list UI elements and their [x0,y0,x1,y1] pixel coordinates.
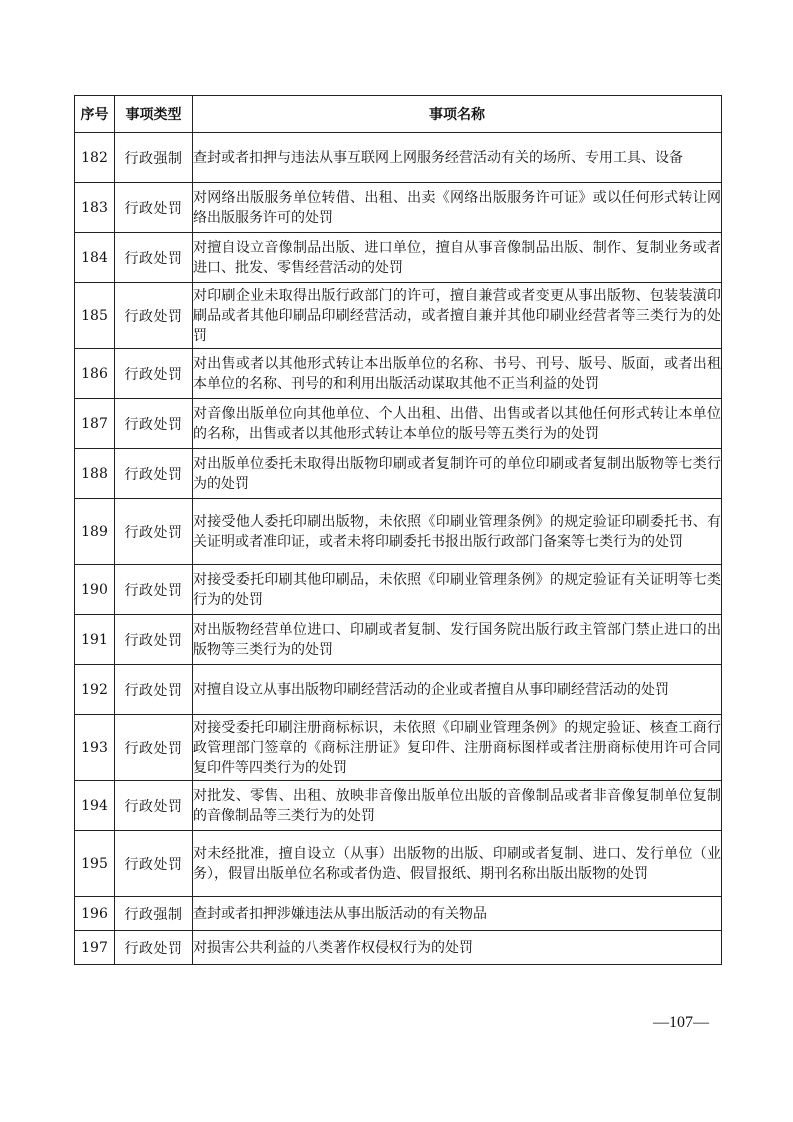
table-row [75,183,722,233]
item-number: 188 [75,449,115,499]
item-number: 184 [75,233,115,283]
item-name: 对接受委托印刷其他印刷品，未依照《印刷业管理条例》的规定验证有关证明等七类行为的处罚 [193,565,722,615]
item-number: 195 [75,831,115,897]
item-name: 查封或者扣押涉嫌违法从事出版活动的有关物品 [193,897,722,931]
item-name: 对损害公共利益的八类著作权侵权行为的处罚 [193,931,722,965]
item-type: 行政处罚 [115,931,193,965]
table-row [75,349,722,399]
item-name: 对出售或者以其他形式转让本出版单位的名称、书号、刊号、版号、版面，或者出租本单位的名称、刊号的和利用出版活动谋取其他不正当利益的处罚 [193,349,722,399]
table-header-row [75,96,722,133]
table-row [75,897,722,931]
item-type: 行政处罚 [115,615,193,665]
item-type: 行政处罚 [115,233,193,283]
item-type: 行政处罚 [115,183,193,233]
item-type: 行政处罚 [115,565,193,615]
item-number: 196 [75,897,115,931]
table-row [75,449,722,499]
item-type: 行政处罚 [115,831,193,897]
table-row [75,781,722,831]
item-type: 行政处罚 [115,499,193,565]
table-row [75,233,722,283]
item-name: 对擅自设立音像制品出版、进口单位，擅自从事音像制品出版、制作、复制业务或者进口、批发、零售经营活动的处罚 [193,233,722,283]
table-row [75,399,722,449]
item-type: 行政强制 [115,133,193,183]
item-name: 对接受委托印刷注册商标标识，未依照《印刷业管理条例》的规定验证、核查工商行政管理部门签章的《商标注册证》复印件、注册商标图样或者注册商标使用许可合同复印件等四类行为的处罚 [193,715,722,781]
item-name: 对批发、零售、出租、放映非音像出版单位出版的音像制品或者非音像复制单位复制的音像制品等三类行为的处罚 [193,781,722,831]
item-number: 182 [75,133,115,183]
table-row [75,499,722,565]
table-row [75,831,722,897]
item-number: 186 [75,349,115,399]
item-number: 197 [75,931,115,965]
item-number: 189 [75,499,115,565]
item-name: 对出版单位委托未取得出版物印刷或者复制许可的单位印刷或者复制出版物等七类行为的处罚 [193,449,722,499]
header-no: 序号 [75,96,115,133]
item-name: 对擅自设立从事出版物印刷经营活动的企业或者擅自从事印刷经营活动的处罚 [193,665,722,715]
table-row [75,133,722,183]
table-row [75,283,722,349]
table-row [75,931,722,965]
table-row [75,615,722,665]
item-type: 行政处罚 [115,399,193,449]
item-type: 行政处罚 [115,283,193,349]
item-name: 对音像出版单位向其他单位、个人出租、出借、出售或者以其他任何形式转让本单位的名称，出售或者以其他形式转让本单位的版号等五类行为的处罚 [193,399,722,449]
item-name: 对未经批准，擅自设立（从事）出版物的出版、印刷或者复制、进口、发行单位（业务），假冒出版单位名称或者伪造、假冒报纸、期刊名称出版出版物的处罚 [193,831,722,897]
item-type: 行政处罚 [115,349,193,399]
item-type: 行政处罚 [115,715,193,781]
item-name: 对出版物经营单位进口、印刷或者复制、发行国务院出版行政主管部门禁止进口的出版物等三类行为的处罚 [193,615,722,665]
item-number: 183 [75,183,115,233]
header-type: 事项类型 [115,96,193,133]
item-number: 187 [75,399,115,449]
item-number: 194 [75,781,115,831]
item-name: 对网络出版服务单位转借、出租、出卖《网络出版服务许可证》或以任何形式转让网络出版服务许可的处罚 [193,183,722,233]
table-row [75,665,722,715]
item-number: 191 [75,615,115,665]
item-name: 查封或者扣押与违法从事互联网上网服务经营活动有关的场所、专用工具、设备 [193,133,722,183]
table-row [75,565,722,615]
item-type: 行政处罚 [115,665,193,715]
item-number: 193 [75,715,115,781]
item-name: 对接受他人委托印刷出版物，未依照《印刷业管理条例》的规定验证印刷委托书、有关证明或者准印证，或者未将印刷委托书报出版行政部门备案等七类行为的处罚 [193,499,722,565]
item-number: 190 [75,565,115,615]
header-name: 事项名称 [193,96,722,133]
item-number: 192 [75,665,115,715]
item-type: 行政处罚 [115,781,193,831]
item-type: 行政处罚 [115,449,193,499]
table-row [75,715,722,781]
items-table [74,95,722,965]
page-number: —107— [653,1014,709,1031]
item-name: 对印刷企业未取得出版行政部门的许可，擅自兼营或者变更从事出版物、包装装潢印刷品或者其他印刷品印刷经营活动，或者擅自兼并其他印刷业经营者等三类行为的处罚 [193,283,722,349]
item-number: 185 [75,283,115,349]
item-type: 行政强制 [115,897,193,931]
